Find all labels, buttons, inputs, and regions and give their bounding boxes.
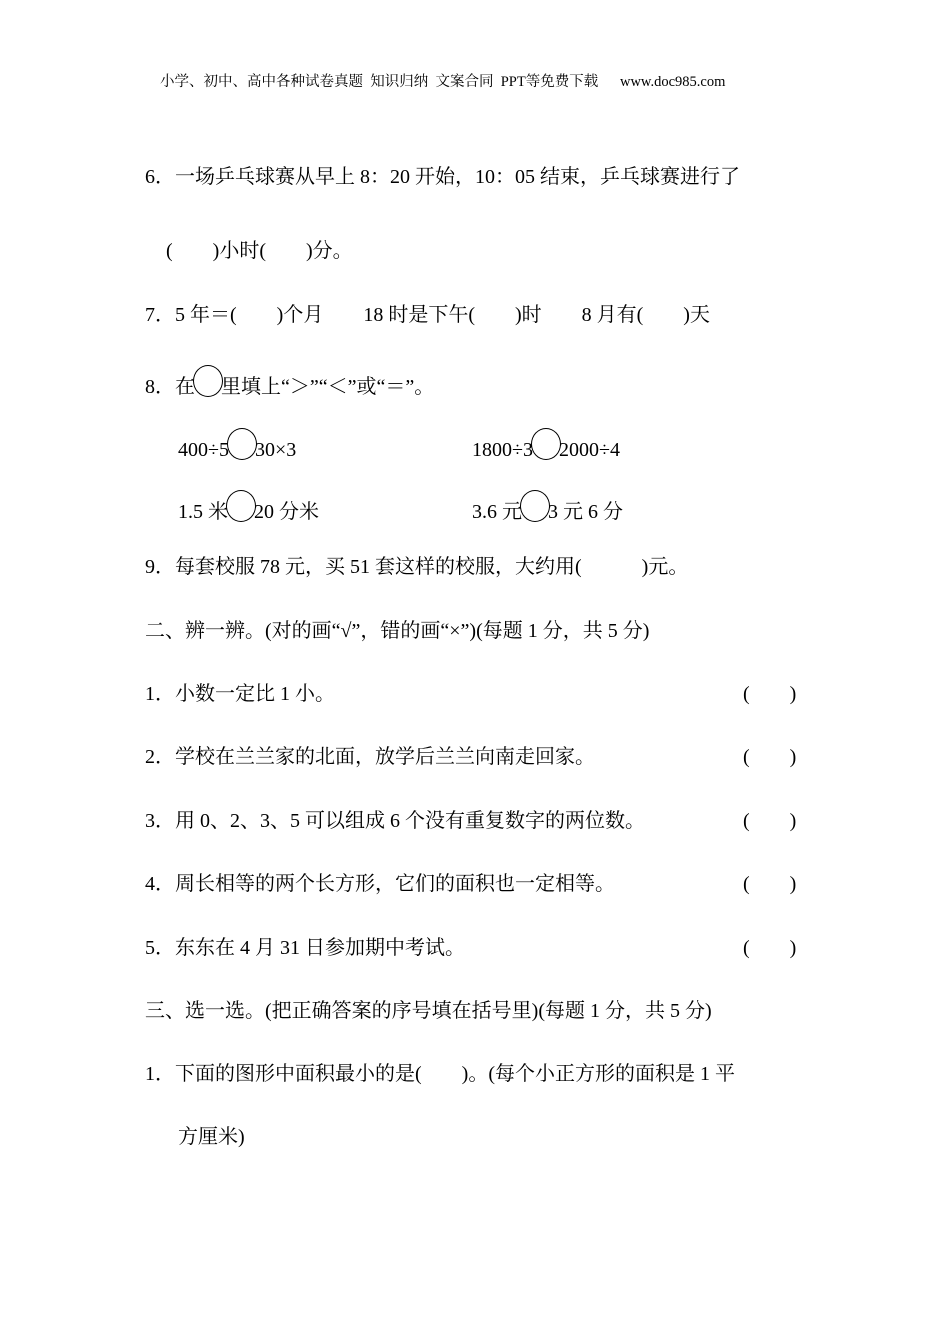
question-9: 9．每套校服 78 元，买 51 套这样的校服，大约用( )元。 xyxy=(145,556,689,578)
answer-circle[interactable] xyxy=(226,490,256,522)
cmp-left: 3.6 元 xyxy=(472,501,522,523)
circle-icon xyxy=(193,365,223,397)
compare-item xyxy=(472,428,620,462)
answer-paren[interactable]: ( ) xyxy=(743,810,797,832)
compare-item xyxy=(178,428,296,462)
answer-circle[interactable] xyxy=(520,490,550,522)
cmp-right: 20 分米 xyxy=(254,501,319,523)
cmp-left: 400÷5 xyxy=(178,439,229,461)
header-banner: 小学、初中、高中各种试卷真题 知识归纳 文案合同 PPT等免费下载 www.doc985.com xyxy=(160,74,726,90)
compare-item xyxy=(178,490,319,524)
judge-item: 3．用 0、2、3、5 可以组成 6 个没有重复数字的两位数。 xyxy=(145,810,645,832)
section-2-title: 二、辨一辨。(对的画“√”，错的画“×”)(每题 1 分，共 5 分) xyxy=(145,620,650,642)
answer-paren[interactable]: ( ) xyxy=(743,937,797,959)
choice-1-cont: 方厘米) xyxy=(178,1126,245,1148)
cmp-left: 1.5 米 xyxy=(178,501,228,523)
answer-paren[interactable]: ( ) xyxy=(743,683,797,705)
compare-item xyxy=(472,490,623,524)
question-8 xyxy=(145,365,434,399)
judge-item: 1．小数一定比 1 小。 xyxy=(145,683,335,705)
choice-1: 1．下面的图形中面积最小的是( )。(每个小正方形的面积是 1 平 xyxy=(145,1063,735,1085)
answer-circle[interactable] xyxy=(531,428,561,460)
q8-post: 里填上“＞”“＜”或“＝”。 xyxy=(221,376,435,398)
answer-paren[interactable]: ( ) xyxy=(743,873,797,895)
answer-paren[interactable]: ( ) xyxy=(743,746,797,768)
question-6: 6．一场乒乓球赛从早上 8：20 开始，10：05 结束，乒乓球赛进行了 xyxy=(145,166,740,188)
answer-circle[interactable] xyxy=(227,428,257,460)
judge-item: 2．学校在兰兰家的北面，放学后兰兰向南走回家。 xyxy=(145,746,595,768)
cmp-right: 2000÷4 xyxy=(558,439,620,461)
question-7: 7．5 年＝( )个月 18 时是下午( )时 8 月有( )天 xyxy=(145,304,710,326)
q8-pre: 8．在 xyxy=(145,376,195,398)
question-6-blanks: ( )小时( )分。 xyxy=(166,240,353,262)
cmp-right: 3 元 6 分 xyxy=(548,501,623,523)
judge-item: 4．周长相等的两个长方形，它们的面积也一定相等。 xyxy=(145,873,615,895)
judge-item: 5．东东在 4 月 31 日参加期中考试。 xyxy=(145,937,465,959)
section-3-title: 三、选一选。(把正确答案的序号填在括号里)(每题 1 分，共 5 分) xyxy=(145,1000,712,1022)
cmp-left: 1800÷3 xyxy=(472,439,533,461)
cmp-right: 30×3 xyxy=(254,439,297,461)
